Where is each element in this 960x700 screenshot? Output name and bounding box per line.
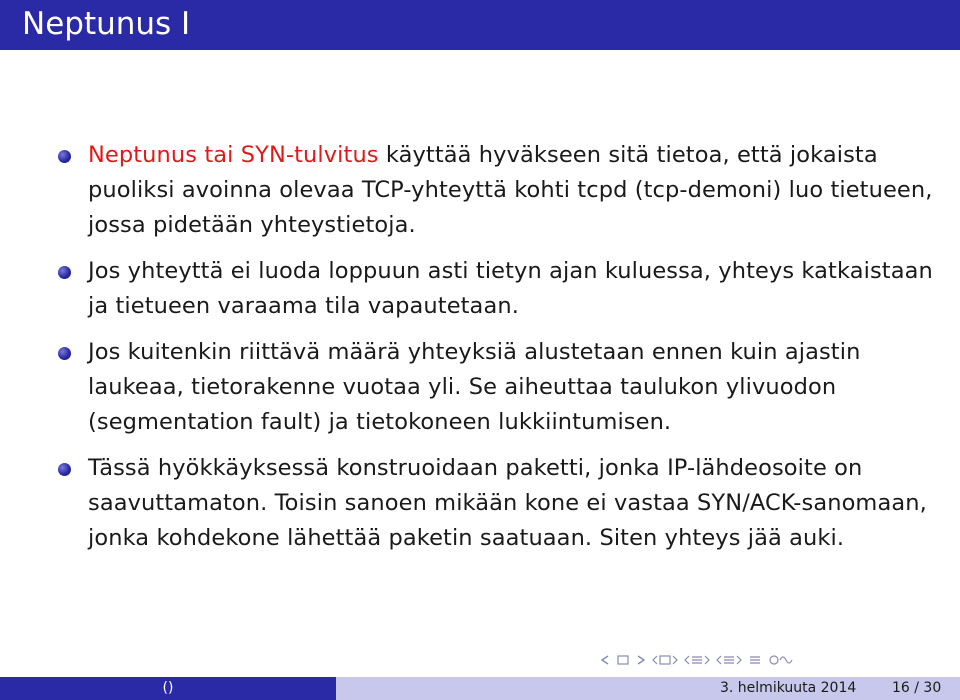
bullet-text: Jos kuitenkin riittävä määrä yhteyksiä alustetaan ennen kuin ajastin laukeaa, tietorakenne vuotaa yli. Se aiheuttaa taulukon ylivuodon (segmentation fault) ja tietokoneen lukkiintumisen. [88, 339, 861, 435]
bullet-item [54, 335, 934, 440]
bullet-item [54, 138, 934, 243]
bullet-icon [58, 463, 71, 476]
frame-nav-icon[interactable] [652, 654, 678, 669]
bullet-text: Tässä hyökkäyksessä konstruoidaan paketti, jonka IP-lähdeosoite on saavuttamaton. Toisin sanoen mikään kone ei vastaa SYN/ACK-sanomaan, jonka kohdekone lähettää paketin saatuaan. Siten yhteys jää auki. [88, 455, 927, 551]
bullet-text: Jos yhteyttä ei luoda loppuun asti tietyn ajan kuluessa, yhteys katkaistaan ja tietueen varaama tila vapautetaan. [88, 258, 933, 319]
bullet-icon [58, 150, 71, 163]
nav-right-icon[interactable] [636, 654, 646, 668]
slide-content [54, 138, 934, 567]
slide-nav-icon[interactable] [616, 654, 630, 669]
title-bar [0, 0, 960, 50]
slide-title: Neptunus I [22, 6, 191, 42]
footer-page-number: 16 / 30 [892, 680, 942, 696]
subsection-nav-icon[interactable] [716, 654, 742, 669]
align-icon[interactable] [748, 654, 762, 669]
section-nav-icon[interactable] [684, 654, 710, 669]
footer-date: 3. helmikuuta 2014 [720, 680, 857, 696]
bullet-highlight: Neptunus tai SYN-tulvitus [88, 142, 379, 168]
footer-author: () [0, 677, 336, 700]
zoom-icon[interactable] [768, 654, 796, 669]
bullet-item [54, 254, 934, 324]
nav-left-icon[interactable] [600, 654, 610, 668]
footer-right [336, 677, 960, 700]
bullet-item [54, 451, 934, 556]
bullet-text: käyttää hyväkseen sitä tietoa, että jokaista puoliksi avoinna olevaa TCP-yhteyttä kohti tcpd (tcp-demoni) luo tietueen, jossa pidetään yhteystietoja. [88, 142, 933, 238]
footer [0, 677, 960, 700]
beamer-navigation [600, 650, 940, 672]
bullet-icon [58, 347, 71, 360]
bullet-icon [58, 266, 71, 279]
